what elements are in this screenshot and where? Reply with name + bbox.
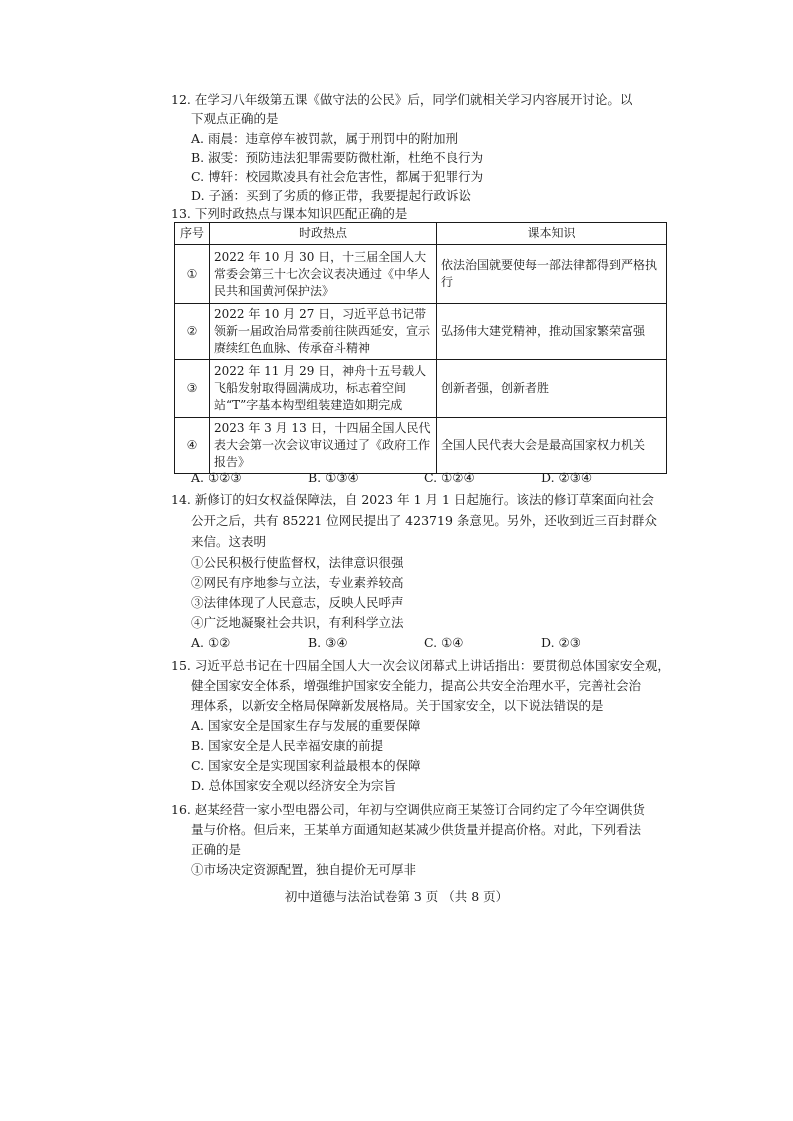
q14-stem-line3: 来信。这表明 <box>191 534 267 549</box>
page-footer: 初中道德与法治试卷第 3 页 （共 8 页） <box>284 889 509 904</box>
q14-item-3: ③法律体现了人民意志，反映人民呼声 <box>191 595 404 610</box>
q16-stem-line1: 16. 赵某经营一家小型电器公司，年初与空调供应商王某签订合同约定了今年空调供货 <box>171 802 645 817</box>
q14-item-2: ②网民有序地参与立法，专业素养较高 <box>191 575 404 590</box>
q14-stem-line2: 公开之后，共有 85221 位网民提出了 423719 条意见。另外，还收到近三百封群众 <box>191 513 657 528</box>
row-event: 2023 年 3 月 13 日，十四届全国人民代表大会第一次会议审议通过了《政府工作报告》 <box>210 418 437 474</box>
table-row <box>175 360 667 418</box>
q13-stem: 13. 下列时政热点与课本知识匹配正确的是 <box>171 206 408 221</box>
q15-stem-line3: 理体系，以新安全格局保障新发展格局。关于国家安全，以下说法错误的是 <box>191 698 604 713</box>
q12-option-a: A. 雨晨：违章停车被罚款，属于刑罚中的附加刑 <box>191 131 458 146</box>
q14-option-c: C. ①④ <box>424 635 464 650</box>
q12-option-b: B. 淑雯：预防违法犯罪需要防微杜渐，杜绝不良行为 <box>191 150 484 165</box>
row-knowledge: 依法治国就要使每一部法律都得到严格执行 <box>437 245 667 304</box>
q14-item-1: ①公民积极行使监督权，法律意识很强 <box>191 555 404 570</box>
row-number: ③ <box>175 360 210 418</box>
q15-stem-line2: 健全国家安全体系，增强维护国家安全能力，提高公共安全治理水平，完善社会治 <box>191 678 642 693</box>
q15-option-a: A. 国家安全是国家生存与发展的重要保障 <box>191 718 421 733</box>
table-row <box>175 418 667 474</box>
q16-stem-line2: 量与价格。但后来，王某单方面通知赵某减少供货量并提高价格。对此，下列看法 <box>191 822 642 837</box>
q14-stem-line1: 14. 新修订的妇女权益保障法，自 2023 年 1 月 1 日起施行。该法的修订草案面向社会 <box>171 492 654 507</box>
row-number: ④ <box>175 418 210 474</box>
q13-option-a: A. ①②③ <box>191 470 242 485</box>
table-row <box>175 245 667 304</box>
header-event: 时政热点 <box>210 223 437 245</box>
row-number: ① <box>175 245 210 304</box>
header-number: 序号 <box>175 223 210 245</box>
row-knowledge: 创新者强，创新者胜 <box>437 360 667 418</box>
q13-option-b: B. ①③④ <box>308 470 359 485</box>
q12-stem-line2: 下观点正确的是 <box>191 111 279 126</box>
q16-item-1: ①市场决定资源配置，独自提价无可厚非 <box>191 862 417 877</box>
q15-option-c: C. 国家安全是实现国家利益最根本的保障 <box>191 758 421 773</box>
q14-option-b: B. ③④ <box>308 635 348 650</box>
q14-option-d: D. ②③ <box>541 635 581 650</box>
row-event: 2022 年 10 月 30 日，十三届全国人大常委会第三十七次会议表决通过《中华人民共和国黄河保护法》 <box>210 245 437 304</box>
row-knowledge: 弘扬伟大建党精神，推动国家繁荣富强 <box>437 304 667 360</box>
header-knowledge: 课本知识 <box>437 223 667 245</box>
q13-option-d: D. ②③④ <box>541 470 593 485</box>
q15-option-d: D. 总体国家安全观以经济安全为宗旨 <box>191 778 397 793</box>
q15-stem-line1: 15. 习近平总书记在十四届全国人大一次会议闭幕式上讲话指出：要贯彻总体国家安全观， <box>171 658 670 673</box>
q16-stem-line3: 正确的是 <box>191 842 242 857</box>
q12-stem-line1: 12. 在学习八年级第五课《做守法的公民》后，同学们就相关学习内容展开讨论。以 <box>171 92 633 107</box>
q12-option-c: C. 博轩：校园欺凌具有社会危害性，都属于犯罪行为 <box>191 169 484 184</box>
row-number: ② <box>175 304 210 360</box>
table-row <box>175 304 667 360</box>
q13-option-c: C. ①②④ <box>424 470 475 485</box>
row-knowledge: 全国人民代表大会是最高国家权力机关 <box>437 418 667 474</box>
row-event: 2022 年 11 月 29 日，神舟十五号载人飞船发射取得圆满成功，标志着空间站“T”字基本构型组装建造如期完成 <box>210 360 437 418</box>
q14-option-a: A. ①② <box>191 635 231 650</box>
table-header-row <box>175 223 667 245</box>
current-events-table <box>174 222 667 474</box>
q14-item-4: ④广泛地凝聚社会共识，有利科学立法 <box>191 615 404 630</box>
row-event: 2022 年 10 月 27 日，习近平总书记带领新一届政治局常委前往陕西延安，宣示赓续红色血脉、传承奋斗精神 <box>210 304 437 360</box>
q12-option-d: D. 子涵：买到了劣质的修正带，我要提起行政诉讼 <box>191 188 472 203</box>
q15-option-b: B. 国家安全是人民幸福安康的前提 <box>191 738 384 753</box>
